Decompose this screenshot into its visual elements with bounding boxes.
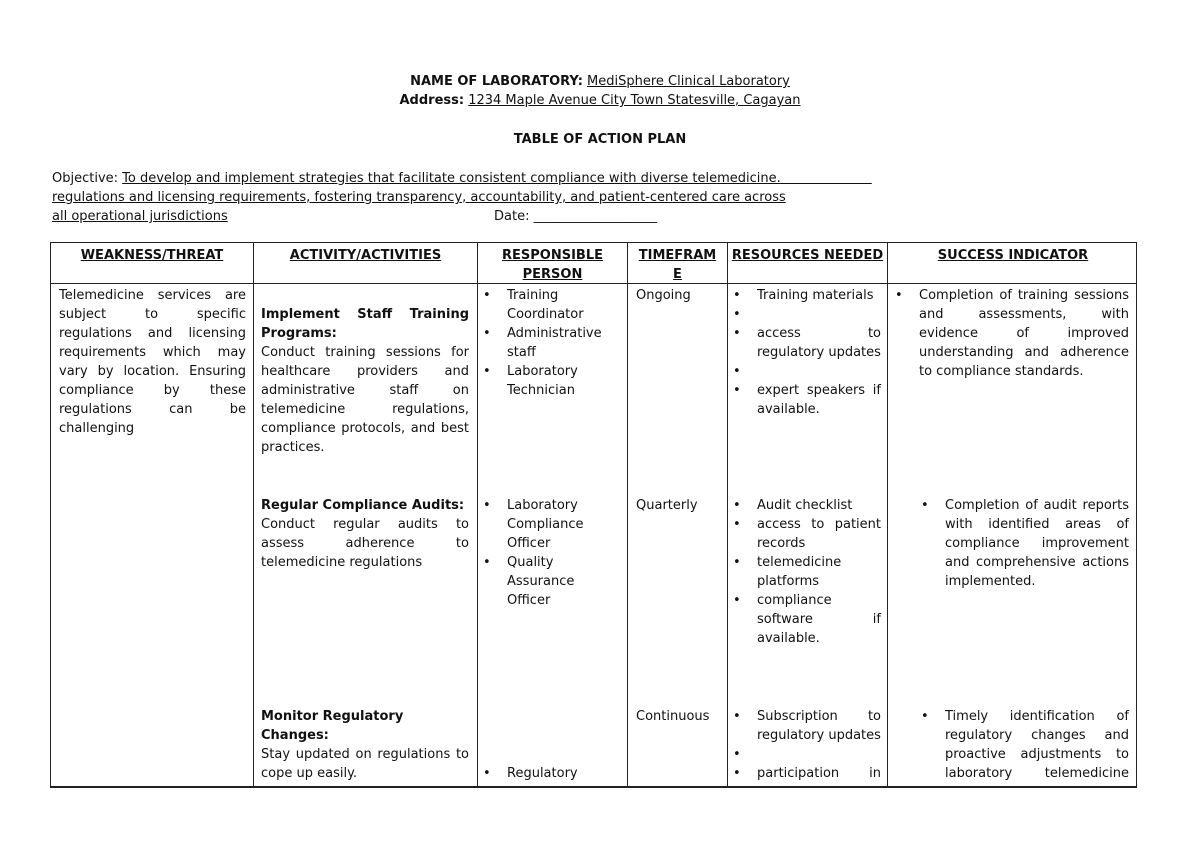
plan-title xyxy=(0,130,1200,149)
objective-line-1 xyxy=(52,169,872,188)
column-divider xyxy=(253,243,254,786)
responsible-list xyxy=(481,286,621,400)
objective-label: Objective: xyxy=(52,171,119,186)
date-line xyxy=(494,207,657,226)
header-timeframe xyxy=(628,246,727,284)
list-item: • telemedicine platforms xyxy=(731,553,881,591)
objective-text-2: regulations and licensing requirements, fostering transparency, accountability, and patient-centered care across xyxy=(52,190,786,205)
lab-name: MediSphere Clinical Laboratory xyxy=(587,74,790,89)
header-responsible-line-2: PERSON xyxy=(522,267,583,282)
objective-underline-fill xyxy=(781,171,872,186)
list-item: • Quality Assurance Officer xyxy=(481,553,621,610)
resources-row-3 xyxy=(731,707,881,783)
list-item: • Training Coordinator xyxy=(481,286,621,324)
header-timeframe-line-2: E xyxy=(673,267,682,282)
responsible-list xyxy=(481,764,621,783)
list-spacer xyxy=(731,362,881,381)
list-spacer xyxy=(731,745,881,764)
list-item: • Audit checklist xyxy=(731,496,881,515)
list-item: • Administrative staff xyxy=(481,324,621,362)
objective-line-3 xyxy=(52,207,228,226)
lab-name-label: NAME OF LABORATORY: xyxy=(410,74,583,89)
success-row-1 xyxy=(893,286,1129,381)
action-plan-table xyxy=(50,242,1137,788)
timeframe-row-3: Continuous xyxy=(636,709,710,724)
list-item: • access to regulatory updates xyxy=(731,324,881,362)
list-item: • Regulatory xyxy=(481,764,621,783)
activity-description: Conduct regular audits to assess adherence to telemedicine regulations xyxy=(261,517,469,570)
resources-list xyxy=(731,286,881,419)
list-item: • compliance software if available. xyxy=(731,591,881,648)
objective-text-1: To develop and implement strategies that facilitate consistent compliance with diverse telemedicine. xyxy=(122,171,781,186)
lab-name-line xyxy=(0,72,1200,91)
list-item: • Laboratory Technician xyxy=(481,362,621,400)
activity-row-2 xyxy=(261,496,469,572)
activity-row-1 xyxy=(261,305,469,457)
resources-list xyxy=(731,496,881,648)
weakness-text: Telemedicine services are subject to specific regulations and licensing requirements which may vary by location. Ensuring compliance by these regulations can be challenging xyxy=(59,288,246,436)
responsible-row-1 xyxy=(481,286,621,400)
column-divider xyxy=(727,243,728,786)
objective-line-2 xyxy=(52,188,786,207)
list-item: • Training materials xyxy=(731,286,881,305)
header-responsible-line-1: RESPONSIBLE xyxy=(502,248,603,263)
list-item: • Completion of audit reports with identified areas of compliance improvement and comprehensive actions implemented. xyxy=(919,496,1129,591)
header-resources: RESOURCES NEEDED xyxy=(731,248,884,263)
list-item: • Laboratory Compliance Officer xyxy=(481,496,621,553)
resources-list xyxy=(731,707,881,783)
list-item: • expert speakers if available. xyxy=(731,381,881,419)
header-responsible xyxy=(478,246,627,284)
resources-row-1 xyxy=(731,286,881,419)
success-list xyxy=(919,496,1129,591)
list-spacer xyxy=(731,305,881,324)
column-divider xyxy=(477,243,478,786)
success-row-2 xyxy=(919,496,1129,591)
success-row-3 xyxy=(919,707,1129,783)
activity-title: Implement Staff Training Programs: xyxy=(261,307,469,341)
responsible-list xyxy=(481,496,621,610)
header-activity: ACTIVITY/ACTIVITIES xyxy=(289,248,442,263)
resources-row-2 xyxy=(731,496,881,648)
header-weakness: WEAKNESS/THREAT xyxy=(80,248,224,263)
list-item: • Timely identification of regulatory changes and proactive adjustments to laboratory telemedicine xyxy=(919,707,1129,783)
success-list xyxy=(893,286,1129,381)
list-item: • participation in xyxy=(731,764,881,783)
objective-text-3: all operational jurisdictions xyxy=(52,209,228,224)
activity-description: Conduct training sessions for healthcare providers and administrative staff on telemedicine regulations, compliance protocols, and best practices. xyxy=(261,345,469,455)
activity-row-3 xyxy=(261,707,469,783)
timeframe-row-1: Ongoing xyxy=(636,288,691,303)
list-item: • access to patient records xyxy=(731,515,881,553)
plan-title-text: TABLE OF ACTION PLAN xyxy=(513,132,687,147)
header-success: SUCCESS INDICATOR xyxy=(937,248,1089,263)
activity-description: Stay updated on regulations to cope up easily. xyxy=(261,747,469,781)
address-label: Address: xyxy=(399,93,465,108)
header-timeframe-line-1: TIMEFRAM xyxy=(638,248,717,263)
date-label: Date: xyxy=(494,209,530,224)
responsible-row-2 xyxy=(481,496,621,610)
address-line xyxy=(0,91,1200,110)
timeframe-row-2: Quarterly xyxy=(636,498,698,513)
column-divider xyxy=(627,243,628,786)
address-value: 1234 Maple Avenue City Town Statesville, Cagayan xyxy=(468,93,801,108)
date-blank: ___________________ xyxy=(533,209,658,224)
column-divider xyxy=(887,243,888,786)
list-item: • Subscription to regulatory updates xyxy=(731,707,881,745)
responsible-row-3 xyxy=(481,764,621,783)
activity-title: Regular Compliance Audits: xyxy=(261,498,465,513)
activity-title: Monitor Regulatory Changes: xyxy=(261,709,404,743)
list-item: • Completion of training sessions and assessments, with evidence of improved understanding and adherence to compliance standards. xyxy=(893,286,1129,381)
success-list xyxy=(919,707,1129,783)
